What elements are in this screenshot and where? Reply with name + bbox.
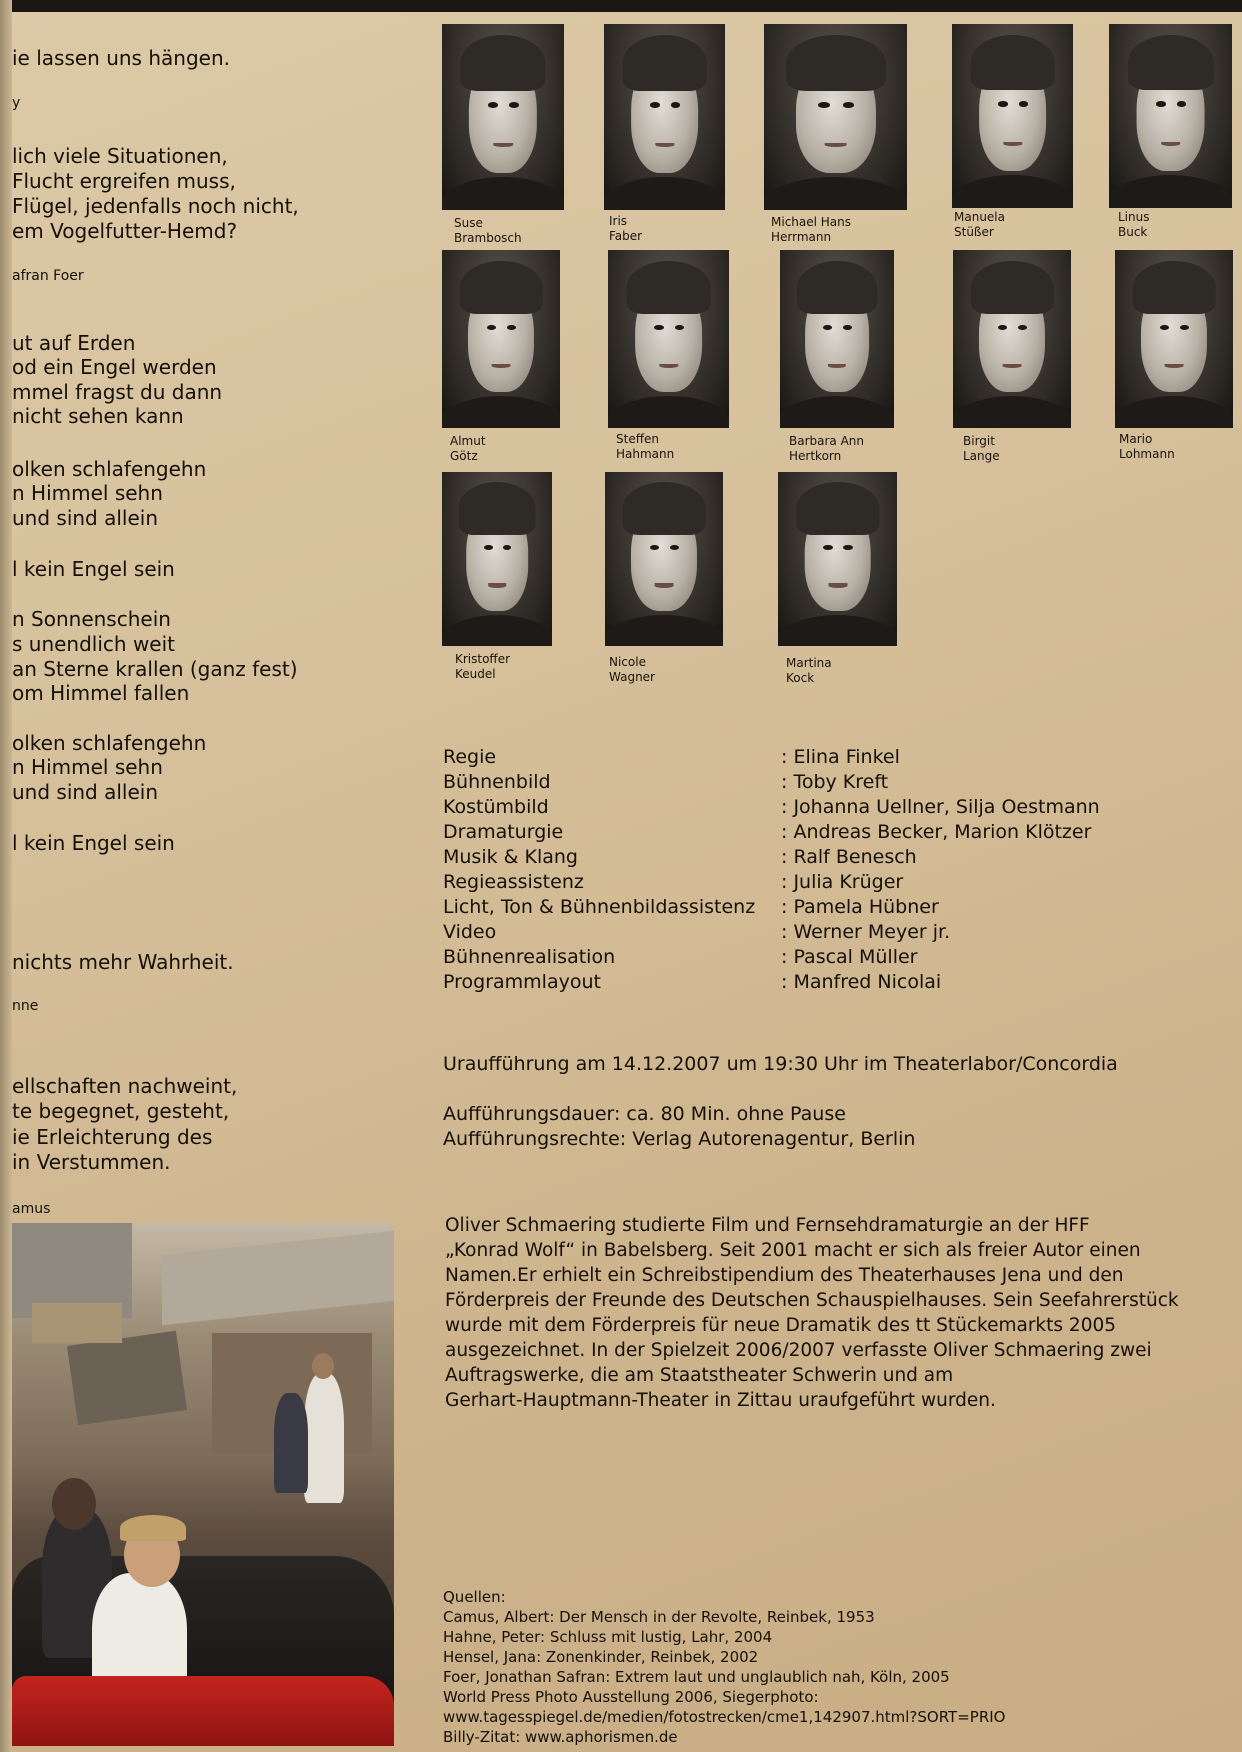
cast-name: Mario Lohmann bbox=[1119, 432, 1175, 461]
poem-line: ellschaften nachweint, bbox=[12, 1074, 238, 1098]
credit-person: : Werner Meyer jr. bbox=[781, 921, 951, 943]
bio-line: Auftragswerke, die am Staatstheater Schwerin und am bbox=[445, 1365, 954, 1386]
disaster-scene-photo bbox=[12, 1223, 394, 1746]
cast-portrait bbox=[764, 24, 907, 210]
credit-role: Bühnenbild bbox=[443, 771, 551, 793]
credit-person: : Toby Kreft bbox=[781, 771, 889, 793]
poem-line: nicht sehen kann bbox=[12, 404, 184, 428]
source-entry: www.tagesspiegel.de/medien/fotostrecken/cme1,142907.html?SORT=PRIO bbox=[443, 1708, 1006, 1726]
credit-role: Kostümbild bbox=[443, 796, 549, 818]
page-top-edge bbox=[0, 0, 1242, 12]
poem-line: y bbox=[12, 95, 21, 111]
poem-line: nichts mehr Wahrheit. bbox=[12, 950, 234, 974]
source-entry: Hensel, Jana: Zonenkinder, Reinbek, 2002 bbox=[443, 1648, 759, 1666]
source-entry: World Press Photo Ausstellung 2006, Siegerphoto: bbox=[443, 1688, 819, 1706]
credit-person: : Ralf Benesch bbox=[781, 846, 917, 868]
bio-line: Oliver Schmaering studierte Film und Fernsehdramaturgie an der HFF bbox=[445, 1215, 1090, 1236]
cast-portrait bbox=[442, 472, 552, 646]
bio-line: Förderpreis der Freunde des Deutschen Schauspielhauses. Sein Seefahrerstück bbox=[445, 1290, 1179, 1311]
cast-name: Manuela Stüßer bbox=[954, 210, 1005, 239]
poem-line: em Vogelfutter-Hemd? bbox=[12, 219, 238, 243]
cast-name: Suse Brambosch bbox=[454, 216, 522, 245]
poem-line: n Himmel sehn bbox=[12, 481, 163, 505]
poem-line: Flügel, jedenfalls noch nicht, bbox=[12, 194, 299, 218]
poem-line: lich viele Situationen, bbox=[12, 144, 228, 168]
cast-name: Nicole Wagner bbox=[609, 655, 655, 684]
cast-portrait bbox=[952, 24, 1073, 208]
poem-line: od ein Engel werden bbox=[12, 355, 217, 379]
poem-line: amus bbox=[12, 1201, 51, 1217]
source-entry: Billy-Zitat: www.aphorismen.de bbox=[443, 1728, 678, 1746]
credit-role: Licht, Ton & Bühnenbildassistenz bbox=[443, 896, 756, 918]
cast-name: Steffen Hahmann bbox=[616, 432, 675, 461]
cast-portrait bbox=[780, 250, 894, 428]
poem-line: nne bbox=[12, 998, 39, 1014]
source-entry: Hahne, Peter: Schluss mit lustig, Lahr, 2004 bbox=[443, 1628, 773, 1646]
cast-name: Michael Hans Herrmann bbox=[771, 215, 852, 244]
cast-portrait bbox=[953, 250, 1071, 428]
cast-portrait bbox=[608, 250, 729, 428]
cast-name: Almut Götz bbox=[450, 434, 486, 463]
credit-role: Dramaturgie bbox=[443, 821, 564, 843]
bio-line: „Konrad Wolf“ in Babelsberg. Seit 2001 macht er sich als freier Autor einen bbox=[445, 1240, 1141, 1261]
poem-line: olken schlafengehn bbox=[12, 457, 207, 481]
credit-person: : Pascal Müller bbox=[781, 946, 918, 968]
poem-line: s unendlich weit bbox=[12, 632, 176, 656]
credit-person: : Johanna Uellner, Silja Oestmann bbox=[781, 796, 1100, 818]
poem-line: Flucht ergreifen muss, bbox=[12, 169, 236, 193]
credit-person: : Manfred Nicolai bbox=[781, 971, 942, 993]
cast-name: Linus Buck bbox=[1118, 210, 1150, 239]
credit-role: Musik & Klang bbox=[443, 846, 578, 868]
poem-line: afran Foer bbox=[12, 268, 84, 284]
page-fold-edge bbox=[0, 0, 12, 1752]
poem-line: in Verstummen. bbox=[12, 1150, 171, 1174]
bio-line: Gerhart-Hauptmann-Theater in Zittau uraufgeführt wurden. bbox=[445, 1390, 996, 1411]
credit-role: Programmlayout bbox=[443, 971, 601, 993]
source-entry: Foer, Jonathan Safran: Extrem laut und unglaublich nah, Köln, 2005 bbox=[443, 1668, 950, 1686]
credit-role: Regie bbox=[443, 746, 497, 768]
poem-line: n Himmel sehn bbox=[12, 755, 163, 779]
cast-name: Barbara Ann Hertkorn bbox=[789, 434, 865, 463]
cast-name: Martina Kock bbox=[786, 656, 832, 685]
credit-person: : Pamela Hübner bbox=[781, 896, 939, 918]
poem-line: n Sonnenschein bbox=[12, 607, 171, 631]
cast-portrait bbox=[442, 250, 560, 428]
bio-line: Namen.Er erhielt ein Schreibstipendium des Theaterhauses Jena und den bbox=[445, 1265, 1124, 1286]
poem-line: om Himmel fallen bbox=[12, 681, 190, 705]
cast-name: Iris Faber bbox=[609, 214, 643, 243]
bio-line: ausgezeichnet. In der Spielzeit 2006/2007 verfasste Oliver Schmaering zwei bbox=[445, 1340, 1152, 1361]
poem-line: und sind allein bbox=[12, 780, 159, 804]
credit-person: : Julia Krüger bbox=[781, 871, 904, 893]
bio-line: wurde mit dem Förderpreis für neue Dramatik des tt Stückemarkts 2005 bbox=[445, 1315, 1117, 1336]
cast-portrait bbox=[778, 472, 897, 646]
cast-portrait bbox=[604, 24, 725, 210]
sources-heading: Quellen: bbox=[443, 1588, 506, 1606]
duration-info: Aufführungsdauer: ca. 80 Min. ohne Pause bbox=[443, 1103, 846, 1125]
rights-info: Aufführungsrechte: Verlag Autorenagentur, Berlin bbox=[443, 1128, 916, 1150]
cast-portrait bbox=[1115, 250, 1233, 428]
cast-portrait bbox=[1109, 24, 1232, 208]
poem-line: ie lassen uns hängen. bbox=[12, 46, 230, 70]
poem-line: l kein Engel sein bbox=[12, 831, 175, 855]
cast-name: Birgit Lange bbox=[963, 434, 1000, 463]
cast-name: Kristoffer Keudel bbox=[455, 652, 511, 681]
poem-line: mmel fragst du dann bbox=[12, 380, 223, 404]
poem-line: ut auf Erden bbox=[12, 331, 136, 355]
poem-line: und sind allein bbox=[12, 506, 159, 530]
cast-portrait bbox=[442, 24, 564, 210]
credit-role: Bühnenrealisation bbox=[443, 946, 616, 968]
credit-role: Regieassistenz bbox=[443, 871, 584, 893]
credit-person: : Andreas Becker, Marion Klötzer bbox=[781, 821, 1092, 843]
poem-line: l kein Engel sein bbox=[12, 557, 175, 581]
credit-role: Video bbox=[443, 921, 497, 943]
poem-line: an Sterne krallen (ganz fest) bbox=[12, 657, 298, 681]
premiere-info: Uraufführung am 14.12.2007 um 19:30 Uhr im Theaterlabor/Concordia bbox=[443, 1053, 1118, 1075]
source-entry: Camus, Albert: Der Mensch in der Revolte, Reinbek, 1953 bbox=[443, 1608, 875, 1626]
poem-line: olken schlafengehn bbox=[12, 731, 207, 755]
credit-person: : Elina Finkel bbox=[781, 746, 900, 768]
poem-line: te begegnet, gesteht, bbox=[12, 1099, 230, 1123]
poem-line: ie Erleichterung des bbox=[12, 1125, 213, 1149]
cast-portrait bbox=[605, 472, 723, 646]
